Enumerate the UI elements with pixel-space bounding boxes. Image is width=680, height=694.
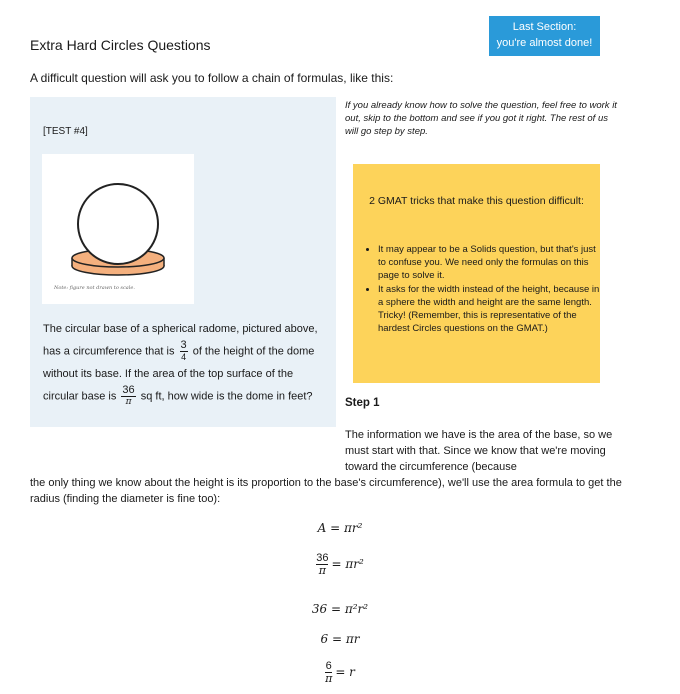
aside-note: If you already know how to solve the question, feel free to work it out, skip to the bottom and see if you got it right. The rest of us will go step by step. [345, 100, 617, 137]
equation-5 [200, 660, 480, 685]
eq5-num: 6 [325, 660, 332, 672]
eq5-rest: = r [335, 665, 355, 679]
intro-text: A difficult question will ask you to follow a chain of formulas, like this: [30, 71, 394, 85]
tip-item: • It asks for the width instead of the height, because in a sphere the width and height are the same length. Tricky! (Remember, this is representative of the hardest Circles questions on the GMAT.) [378, 283, 606, 335]
figure-note: Note: figure not drawn to scale. [54, 285, 135, 291]
tips-box [353, 164, 600, 383]
badge-line-1: Last Section: [512, 21, 577, 33]
frac-den: π [125, 397, 132, 407]
fraction-three-quarters [180, 340, 188, 363]
equation-1: A = πr² [317, 521, 363, 535]
step-paragraph-2: the only thing we know about the height is its proportion to the base's circumference), we'll use the area formula to get the radius (finding the diameter is fine too): [30, 477, 622, 505]
eq5-den: π [325, 672, 333, 685]
frac-num: 3 [180, 339, 187, 351]
tip-item: • It may appear to be a Solids question, but that's just to confuse you. We need only the formulas on this page to solve it. [378, 243, 606, 282]
equation-4: 6 = πr [320, 632, 360, 646]
tips-list [366, 243, 606, 336]
eq2-rest: = πr² [331, 557, 364, 571]
frac-den: 4 [181, 352, 187, 362]
eq2-den: π [318, 564, 326, 577]
step-paragraph-1: The information we have is the area of the base, so we must start with that. Since we know that we're moving toward the circumference (because [345, 429, 613, 473]
dome-sphere [78, 184, 158, 264]
eq5-fraction [325, 660, 332, 685]
question-text-3: sq ft, how wide is the dome in feet? [140, 390, 313, 403]
badge-line-2: you're almost done! [496, 37, 593, 49]
question-text-1: The circular base of a spherical radome, pictured above, has a circumference that is [43, 323, 318, 358]
equation-3: 36 = π²r² [311, 602, 369, 616]
radome-illustration [42, 154, 194, 304]
page-title: Extra Hard Circles Questions [30, 37, 211, 53]
frac-num: 36 [122, 384, 135, 396]
step-heading: Step 1 [345, 397, 380, 409]
eq2-num: 36 [316, 552, 329, 564]
last-section-badge [489, 16, 600, 56]
radome-figure [42, 154, 194, 304]
tips-heading: 2 GMAT tricks that make this question difficult: [369, 195, 584, 207]
question-text-2: of the height of the dome without its base. If the area of the top surface of the circular base is [43, 345, 315, 403]
test-label: [TEST #4] [43, 126, 88, 137]
question-text [43, 318, 329, 408]
fraction-36-over-pi [121, 385, 135, 408]
equation-2 [200, 552, 480, 577]
eq2-fraction [316, 552, 328, 577]
